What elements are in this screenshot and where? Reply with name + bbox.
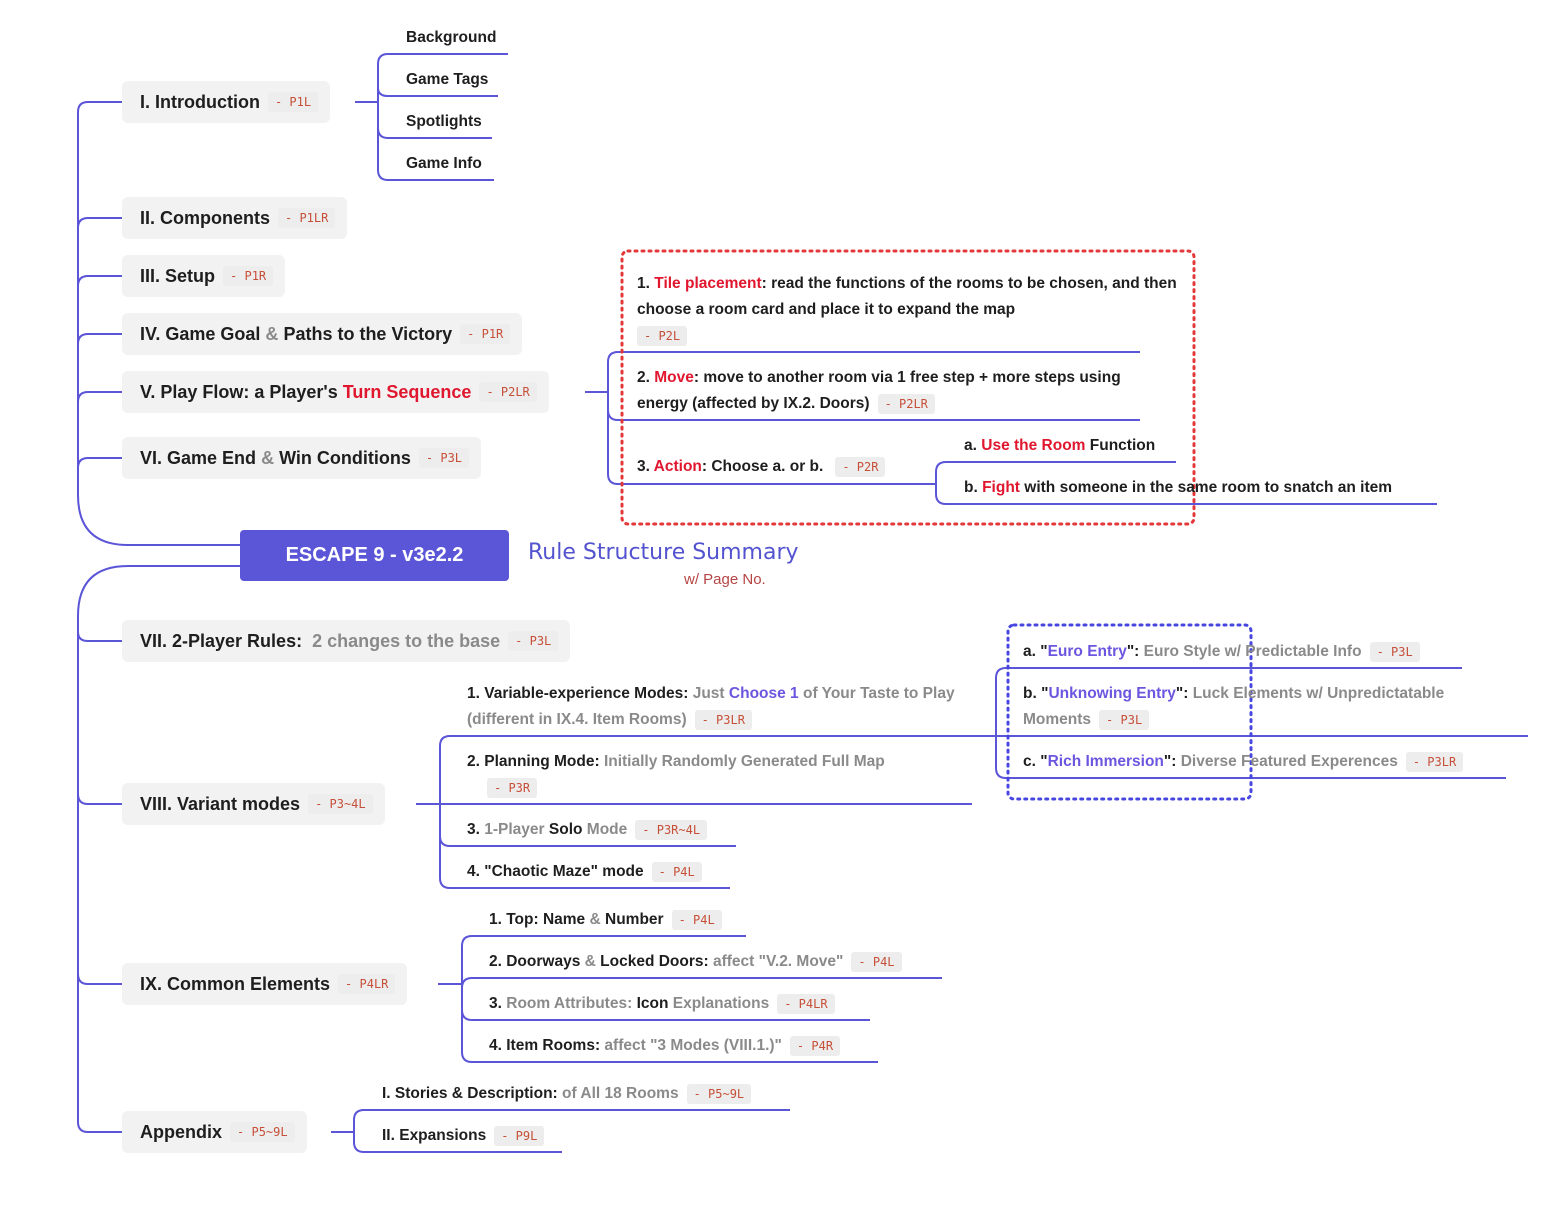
common-doorways[interactable]	[489, 949, 902, 975]
page-tag: - P1L	[268, 92, 318, 112]
item-keyword: Solo	[548, 821, 583, 838]
item-label: 3.	[467, 821, 480, 838]
item-text: 1-Player	[484, 821, 545, 838]
item-text: : read the functions of the rooms to be chosen, and then choose a room card and place it to expand the map	[637, 275, 1177, 318]
item-label-2: Locked Doors:	[600, 953, 709, 970]
topic-game-goal[interactable]	[122, 313, 522, 355]
highlight-keyword: Tile placement	[654, 275, 762, 292]
common-top-name-number[interactable]	[489, 907, 722, 933]
item-letter: a. "	[1023, 643, 1048, 660]
page-tag: - P4L	[652, 862, 702, 882]
item-text-2: Explanations	[672, 995, 770, 1012]
page-tag: - P5~9L	[687, 1084, 752, 1104]
topic-label: Appendix	[140, 1121, 223, 1142]
topic-2-player-rules[interactable]	[122, 620, 570, 662]
topic-play-flow[interactable]	[122, 371, 549, 413]
page-tag: - P2LR	[878, 394, 935, 414]
item-text-2: of Your Taste to Play (different in IX.4. Item Rooms)	[467, 685, 955, 728]
page-tag: - P1R	[223, 266, 273, 286]
variant-solo-mode[interactable]	[467, 817, 707, 843]
item-label: II. Expansions	[382, 1127, 487, 1144]
item-text: affect "V.2. Move"	[712, 953, 844, 970]
topic-game-end[interactable]	[122, 437, 481, 479]
item-sep: ":	[1126, 643, 1140, 660]
variant-variable-experience[interactable]	[467, 681, 972, 733]
page-subtitle: w/ Page No.	[684, 571, 766, 588]
item-sep: ":	[1163, 753, 1177, 770]
item-text: of All 18 Rooms	[562, 1085, 679, 1102]
topic-label: III. Setup	[140, 265, 216, 286]
item-number: 3.	[637, 458, 650, 475]
item-label-2: Number	[605, 911, 664, 928]
topic-common-elements[interactable]	[122, 963, 407, 1005]
page-tag: - P4L	[672, 910, 722, 930]
topic-introduction[interactable]	[122, 81, 330, 123]
appendix-stories[interactable]	[382, 1081, 751, 1107]
item-text: Function	[1089, 437, 1156, 454]
page-tag: - P3R~4L	[635, 820, 707, 840]
item-letter: c. "	[1023, 753, 1048, 770]
highlight-keyword: Euro Entry	[1047, 643, 1127, 660]
page-tag: - P1LR	[278, 208, 335, 228]
item-label: 4. Item Rooms:	[489, 1037, 601, 1054]
topic-components[interactable]	[122, 197, 347, 239]
page-tag: - P2LR	[479, 382, 536, 402]
mode-euro-entry[interactable]	[1023, 639, 1420, 665]
item-keyword: Icon	[636, 995, 669, 1012]
highlight-keyword: Action	[653, 458, 702, 475]
action-use-room[interactable]	[964, 433, 1155, 459]
item-letter: b.	[964, 479, 978, 496]
page-tag: - P3LR	[695, 710, 752, 730]
item-letter: a.	[964, 437, 977, 454]
appendix-expansions[interactable]	[382, 1123, 544, 1149]
page-tag: - P1R	[460, 324, 510, 344]
item-label: 2. Planning Mode:	[467, 753, 600, 770]
central-topic[interactable]	[240, 530, 509, 581]
topic-label: VIII. Variant modes	[140, 793, 301, 814]
item-text-2: Mode	[586, 821, 628, 838]
item-label: 2. Doorways	[489, 953, 581, 970]
page-tag: - P2R	[835, 457, 885, 477]
highlight-keyword: Choose 1	[728, 685, 799, 702]
item-text: Just	[692, 685, 725, 702]
playflow-action[interactable]	[637, 454, 885, 480]
topic-variant-modes[interactable]	[122, 783, 385, 825]
page-tag: - P3LR	[1406, 752, 1463, 772]
page-tag: - P5~9L	[230, 1122, 295, 1142]
playflow-tile-placement[interactable]	[637, 271, 1177, 349]
highlight-keyword: Unknowing Entry	[1048, 685, 1176, 702]
item-text: Room Attributes:	[506, 995, 633, 1012]
topic-label-2: Win Conditions	[279, 447, 411, 468]
topic-label-2: Paths to the Victory	[283, 323, 453, 344]
item-label: 1. Variable-experience Modes:	[467, 685, 689, 702]
item-label: I. Stories & Description:	[382, 1085, 558, 1102]
item-text: Luck Elements w/ Unpredictatable Moments	[1023, 685, 1445, 728]
variant-planning-mode[interactable]	[467, 749, 947, 801]
item-text: Initially Randomly Generated Full Map	[603, 753, 885, 770]
item-number: 3.	[489, 995, 502, 1012]
highlight-keyword: Use the Room	[981, 437, 1086, 454]
page-tag: - P3L	[1370, 642, 1420, 662]
item-text: Diverse Featured Experences	[1180, 753, 1398, 770]
ampersand: &	[265, 323, 279, 344]
page-tag: - P4LR	[338, 974, 395, 994]
page-tag: - P3R	[487, 778, 537, 798]
common-item-rooms[interactable]	[489, 1033, 840, 1059]
item-text: Euro Style w/ Predictable Info	[1143, 643, 1362, 660]
topic-setup[interactable]	[122, 255, 285, 297]
ampersand: &	[261, 447, 275, 468]
variant-chaotic-maze[interactable]	[467, 859, 702, 885]
page-tag: - P4L	[851, 952, 901, 972]
item-letter: b. "	[1023, 685, 1049, 702]
item-text: : move to another room via 1 free step + more steps using energy (affected by IX.2. Doors)	[637, 369, 1121, 412]
topic-label: V. Play Flow: a Player's	[140, 381, 338, 402]
ampersand: &	[584, 953, 596, 970]
page-tag: - P4R	[790, 1036, 840, 1056]
page-tag: - P2L	[637, 326, 687, 346]
page-tag: - P3L	[419, 448, 469, 468]
item-label: 1. Top: Name	[489, 911, 586, 928]
highlight-keyword: Fight	[982, 479, 1020, 496]
item-number: 1.	[637, 275, 650, 292]
item-text: : Choose a. or b.	[701, 458, 824, 475]
page-tag: - P9L	[494, 1126, 544, 1146]
mode-unknowing-entry[interactable]	[1023, 681, 1513, 733]
highlight-keyword: Rich Immersion	[1047, 753, 1164, 770]
intro-child-game-tags[interactable]: Game Tags	[406, 71, 489, 88]
playflow-move[interactable]	[637, 365, 1137, 417]
topic-label: II. Components	[140, 207, 270, 228]
common-room-attributes[interactable]	[489, 991, 835, 1017]
topic-detail: 2 changes to the base	[312, 630, 501, 651]
highlight-turn-sequence: Turn Sequence	[342, 381, 472, 402]
page-tag: - P4LR	[777, 994, 834, 1014]
item-text: with someone in the same room to snatch an item	[1024, 479, 1393, 496]
page-tag: - P3~4L	[308, 794, 373, 814]
item-number: 2.	[637, 369, 650, 386]
topic-appendix[interactable]	[122, 1111, 307, 1153]
item-text: affect "3 Modes (VIII.1.)"	[604, 1037, 782, 1054]
item-sep: ":	[1175, 685, 1189, 702]
item-label: 4. "Chaotic Maze" mode	[467, 863, 644, 880]
highlight-keyword: Move	[654, 369, 694, 386]
page-title: Rule Structure Summary	[528, 540, 799, 565]
page-tag: - P3L	[508, 631, 558, 651]
topic-label: IX. Common Elements	[140, 973, 331, 994]
topic-label: I. Introduction	[140, 91, 260, 112]
topic-label: VI. Game End	[140, 447, 257, 468]
intro-child-spotlights[interactable]: Spotlights	[406, 113, 482, 130]
mode-rich-immersion[interactable]	[1023, 749, 1463, 775]
action-fight[interactable]	[964, 475, 1392, 501]
page-tag: - P3L	[1099, 710, 1149, 730]
intro-child-game-info[interactable]: Game Info	[406, 155, 482, 172]
central-title: ESCAPE 9 - v3e2.2	[285, 544, 464, 566]
topic-label: VII. 2-Player Rules:	[140, 630, 303, 651]
intro-child-background[interactable]: Background	[406, 29, 497, 46]
topic-label: IV. Game Goal	[140, 323, 261, 344]
ampersand: &	[589, 911, 601, 928]
